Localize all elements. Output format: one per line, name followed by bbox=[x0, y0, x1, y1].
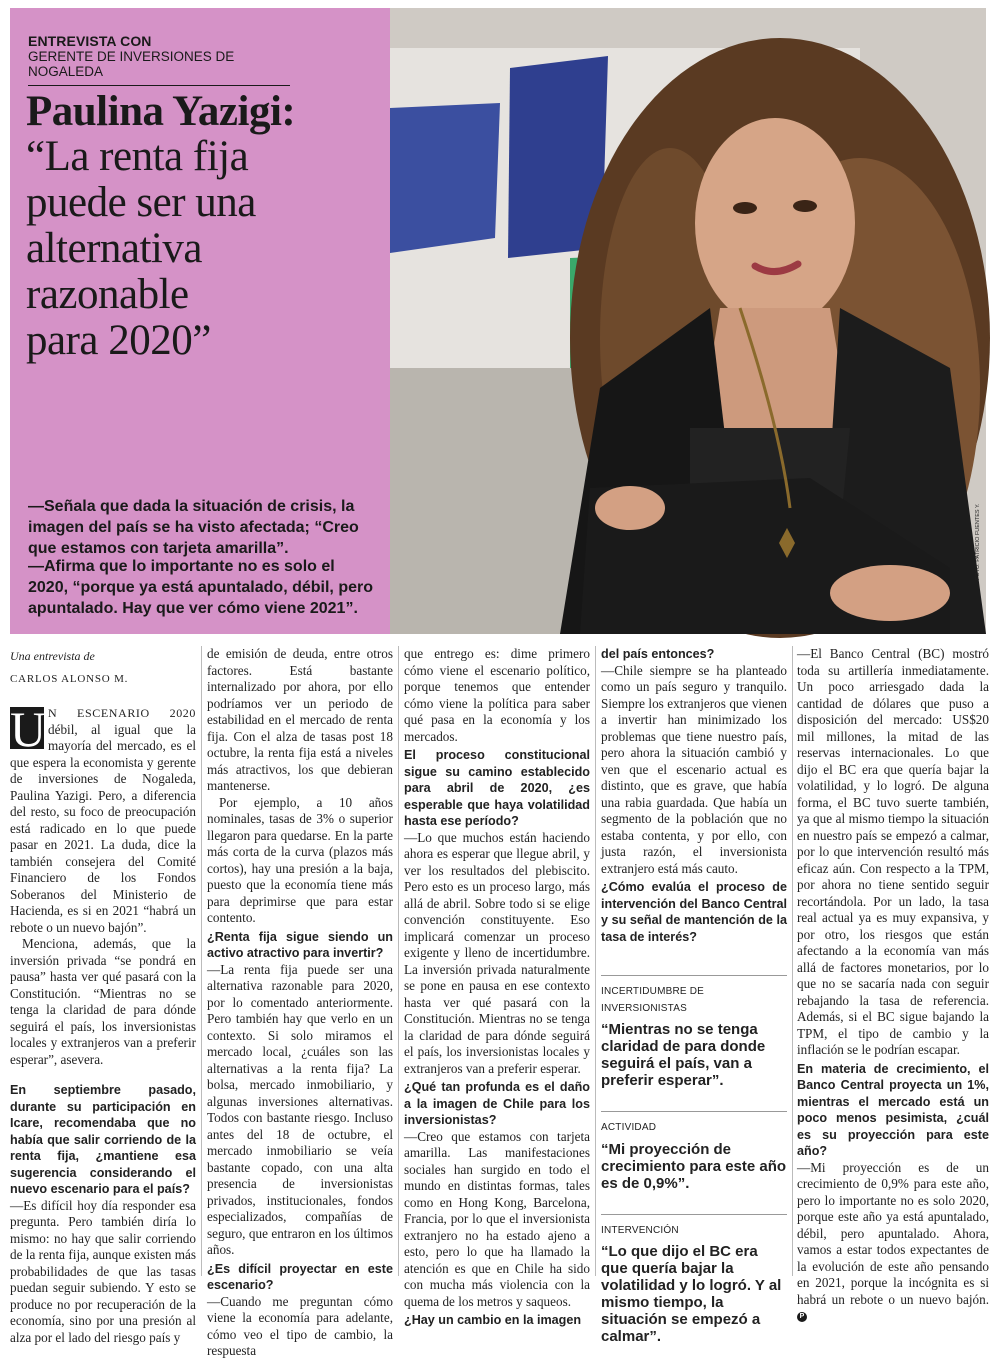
kicker-top: ENTREVISTA CON bbox=[28, 33, 152, 49]
article-column-5 bbox=[797, 646, 989, 1325]
headline-line: alternativa bbox=[26, 225, 202, 272]
callout-label: INCERTIDUMBRE DE INVERSIONISTAS bbox=[601, 986, 705, 1014]
answer: —Cuando me preguntan cómo viene la economía para adelante, cómo veo el tipo de cambio, la respuesta bbox=[207, 1293, 393, 1358]
answer: —Chile siempre se ha planteado como un país seguro y tranquilo. Siempre los extranjeros que vienen a invertir han minimizado los problemas que tiene nuestro país, pero ahora la situación cambió y ven que el escenario actual es distinto, que es grave, que había una rabia guardada. Que había un segmento de la población que no estaba contenta, y por ello, con justa razón, el inversionista extranjero está más cauto. bbox=[601, 662, 787, 876]
body-paragraph: Menciona, además, que la inversión privada “se pondrá en pausa” hasta ver qué pasará con la Constitución. “Mientras no se tenga la claridad de para dónde seguirá el país, los inversionistas locales y extranjeros van a preferir esperar”, asevera. bbox=[10, 936, 196, 1067]
answer: —Es difícil hoy día responder esa pregunta. Pero también diría lo mismo: no hay que salir corriendo de la renta fija, aunque existen más probabilidades de que las tasas puedan seguir subiendo. Y esto se produce no por recuperación de la economía, sino por una presión al alza por el lado del riesgo país y bbox=[10, 1197, 196, 1345]
article-column-2 bbox=[207, 646, 393, 1360]
question: ¿Hay un cambio en la imagen bbox=[404, 1313, 582, 1327]
article-column-4 bbox=[601, 646, 787, 1345]
interviewee-name: Paulina Yazigi: bbox=[26, 88, 296, 135]
question: ¿Renta fija sigue siendo un activo atractivo para invertir? bbox=[207, 929, 393, 960]
callout-rule bbox=[601, 1111, 787, 1112]
body-paragraph: que entrego es: dime primero cómo viene el escenario político, porque tenemos que entender cómo viene la política para saber qué pasa en la economía y los mercados. bbox=[404, 646, 590, 744]
headline-line: razonable bbox=[26, 271, 189, 318]
portrait-illustration bbox=[390, 8, 986, 634]
question: En septiembre pasado, durante su participación en Icare, recomendaba que no había que salir corriendo de la renta fija, ¿mantiene esa sugerencia considerando el nuevo escenario para el país? bbox=[10, 1083, 196, 1196]
article-column-1 bbox=[10, 646, 196, 1346]
answer: —El Banco Central (BC) mostró toda su artillería inmediatamente. Un poco arriesgado dada la cantidad de dólares que puso a disposición del mercado: US$20 mil millones, la mitad de las reservas internacionales. Lo que dijo el BC era que quería bajar la volatilidad, y lo logró. De alguna forma, el BC tuvo suerte también, ya que al mismo tiempo la situación en nuestro país se empezó a calmar, por lo que intervención resultó más eficaz aún. Con respecto a la TPM, por ahora no tiene sentido seguir recortándola. Por un lado, la tasa real actual ya es muy expansiva, y por otro, los riesgos que están afectando a la economía van más allá de factores monetarios, por lo que no se sacaría nada con seguir rebajando la tasa de referencia. Además, si el BC sigue bajando la TPM, el tipo de cambio y la inflación se le podrían escapar. bbox=[797, 646, 989, 1057]
question: ¿Qué tan profunda es el daño a la imagen de Chile para los inversionistas? bbox=[404, 1080, 590, 1127]
photo-credit: FOTO: PATRICIO FUENTES Y. bbox=[975, 503, 981, 580]
headline-line: puede ser una bbox=[26, 179, 256, 226]
column-divider bbox=[792, 646, 793, 1276]
column-divider bbox=[201, 646, 202, 1276]
callout-rule bbox=[601, 1214, 787, 1215]
interviewee-photo bbox=[390, 8, 986, 634]
lead-caps: N ESCENARIO 2020 bbox=[48, 706, 196, 720]
callout-rule bbox=[601, 975, 787, 976]
callout-quote: “Mi proyección de crecimiento para este año es de 0,9%”. bbox=[601, 1140, 787, 1192]
callout-label: ACTIVIDAD bbox=[601, 1122, 657, 1133]
question-continued: del país entonces? bbox=[601, 647, 715, 661]
headline-line: “La renta fija bbox=[26, 133, 249, 180]
kicker-bottom: GERENTE DE INVERSIONES DE NOGALEDA bbox=[28, 49, 290, 86]
answer: —Lo que muchos están haciendo ahora es esperar que llegue abril, y ver los resultados del plebiscito. Pero esto es un proceso largo, más allá de abril. Sobre todo si se elige convención constituyente. Eso implicará comenzar un proceso exigente y lleno de incertidumbre. La inversión privada naturalmente se pone en pausa en ese contexto hasta ver qué pasará con la Constitución. Mientras no se tenga la claridad de para dónde seguirá el país, los inversionistas locales y extranjeros van a preferir esperar. bbox=[404, 829, 590, 1076]
answer-text: —Mi proyección es de un crecimiento de 0,9% para este año, pero lo importante no es solo 2020, porque este año ya está apuntalado, débil, pero apuntalado. Ahora, vamos a estar todos expectantes de la evolución de este año pensando en 2021, porque la incógnita es si habrá un rebote o un nuevo bajón. bbox=[797, 1159, 989, 1307]
answer: —Creo que estamos con tarjeta amarilla. Las manifestaciones sociales han surgido en todo el mundo en distintas formas, tales como en Hong Kong, Barcelona, Francia, por lo que el inversionista extranjero no ha estado ajeno a esto, pero lo que ha llamado la atención es que en Chile ha sido con mucha más violencia con la quema de los metros y saqueos. bbox=[404, 1128, 590, 1309]
column-divider bbox=[595, 646, 596, 1276]
headline-line: para 2020” bbox=[26, 317, 211, 364]
headline-quote bbox=[26, 134, 376, 364]
byline-label: Una entrevista de bbox=[10, 649, 95, 663]
body-paragraph: Por ejemplo, a 10 años nominales, tasas de 3% o superior llegaron para quedarse. En la parte más corta de la curva (plazos más cortos), hay una presión a la baja, puesto que la economía tiene más para deprimirse que para estar contento. bbox=[207, 794, 393, 925]
question: ¿Cómo evalúa el proceso de intervención del Banco Central y su señal de mantención de la tasa de interés? bbox=[601, 880, 787, 944]
summary-point: —Señala que dada la situación de crisis, la imagen del país se ha visto afectada; “Creo que estamos con tarjeta amarilla”. bbox=[28, 498, 359, 557]
question: En materia de crecimiento, el Banco Central proyecta un 1%, mientras el mercado está un poco menos pesimista, ¿cuál es su proyección para este año? bbox=[797, 1061, 989, 1158]
summary-point: —Afirma que lo importante no es solo el 2020, “porque ya está apuntalado, débil, pero apuntalado. Hay que ver cómo viene 2021”. bbox=[28, 558, 373, 617]
dropcap: U bbox=[10, 701, 47, 757]
lead-paragraph bbox=[10, 701, 196, 936]
question: El proceso constitucional sigue su camino establecido para abril de 2020, ¿es esperable que haya volatilidad hasta ese período? bbox=[404, 748, 590, 828]
question: ¿Es difícil proyectar en este escenario? bbox=[207, 1261, 393, 1292]
answer bbox=[797, 1160, 989, 1325]
callout-label: INTERVENCIÓN bbox=[601, 1224, 679, 1236]
article-column-3 bbox=[404, 646, 590, 1329]
callout-quote: “Lo que dijo el BC era que quería bajar la volatilidad y lo logró. Y al mismo tiempo, la situación se empezó a calmar”. bbox=[601, 1243, 782, 1345]
callout-box bbox=[601, 975, 787, 1345]
body-paragraph: de emisión de deuda, entre otros factores. Está bastante internalizado por ahora, por ello podríamos ver un periodo de estabilidad en el mercado de renta fija. Con el alza de tasas post 18 octubre, la renta fija está a niveles más atractivos, los que debieran mantenerse. bbox=[207, 646, 393, 793]
end-mark-icon: P bbox=[797, 1312, 807, 1322]
byline-author: CARLOS ALONSO M. bbox=[10, 672, 129, 685]
column-divider bbox=[398, 646, 399, 1276]
callout-quote: “Mientras no se tenga claridad de para donde seguirá el país, van a preferir esperar”. bbox=[601, 1021, 766, 1089]
answer: —La renta fija puede ser una alternativa razonable para 2020, por lo comentado anteriormente. Pero también hay que verlo en un contexto. Si solo miramos el mercado local, ¿cuáles son las alternativas a la renta fija? La bolsa, mercado inmobiliario, y algunas inversiones alternativas. Todos con bastante riesgo. Incluso antes del 18 de octubre, el mercado inmobiliario se veía bastante copado, con una alta presencia de inversionistas privados, institucionales, fondos especializados, compañías de seguro, que entraron en los últimos años. bbox=[207, 961, 393, 1257]
lead-text: débil, al igual que la mayoría del mercado, es el que espera la economista y gerente de inversiones de Nogaleda, Paulina Yazigi. Pero, a diferencia del resto, su foco de preocupación está radicado en lo que puede pasar en 2021. La duda, dice la también consejera del Comité Financiero de los Fondos Soberanos del Ministerio de Hacienda, es si en 2021 “habrá un rebote o un nuevo bajón”. bbox=[10, 721, 196, 935]
